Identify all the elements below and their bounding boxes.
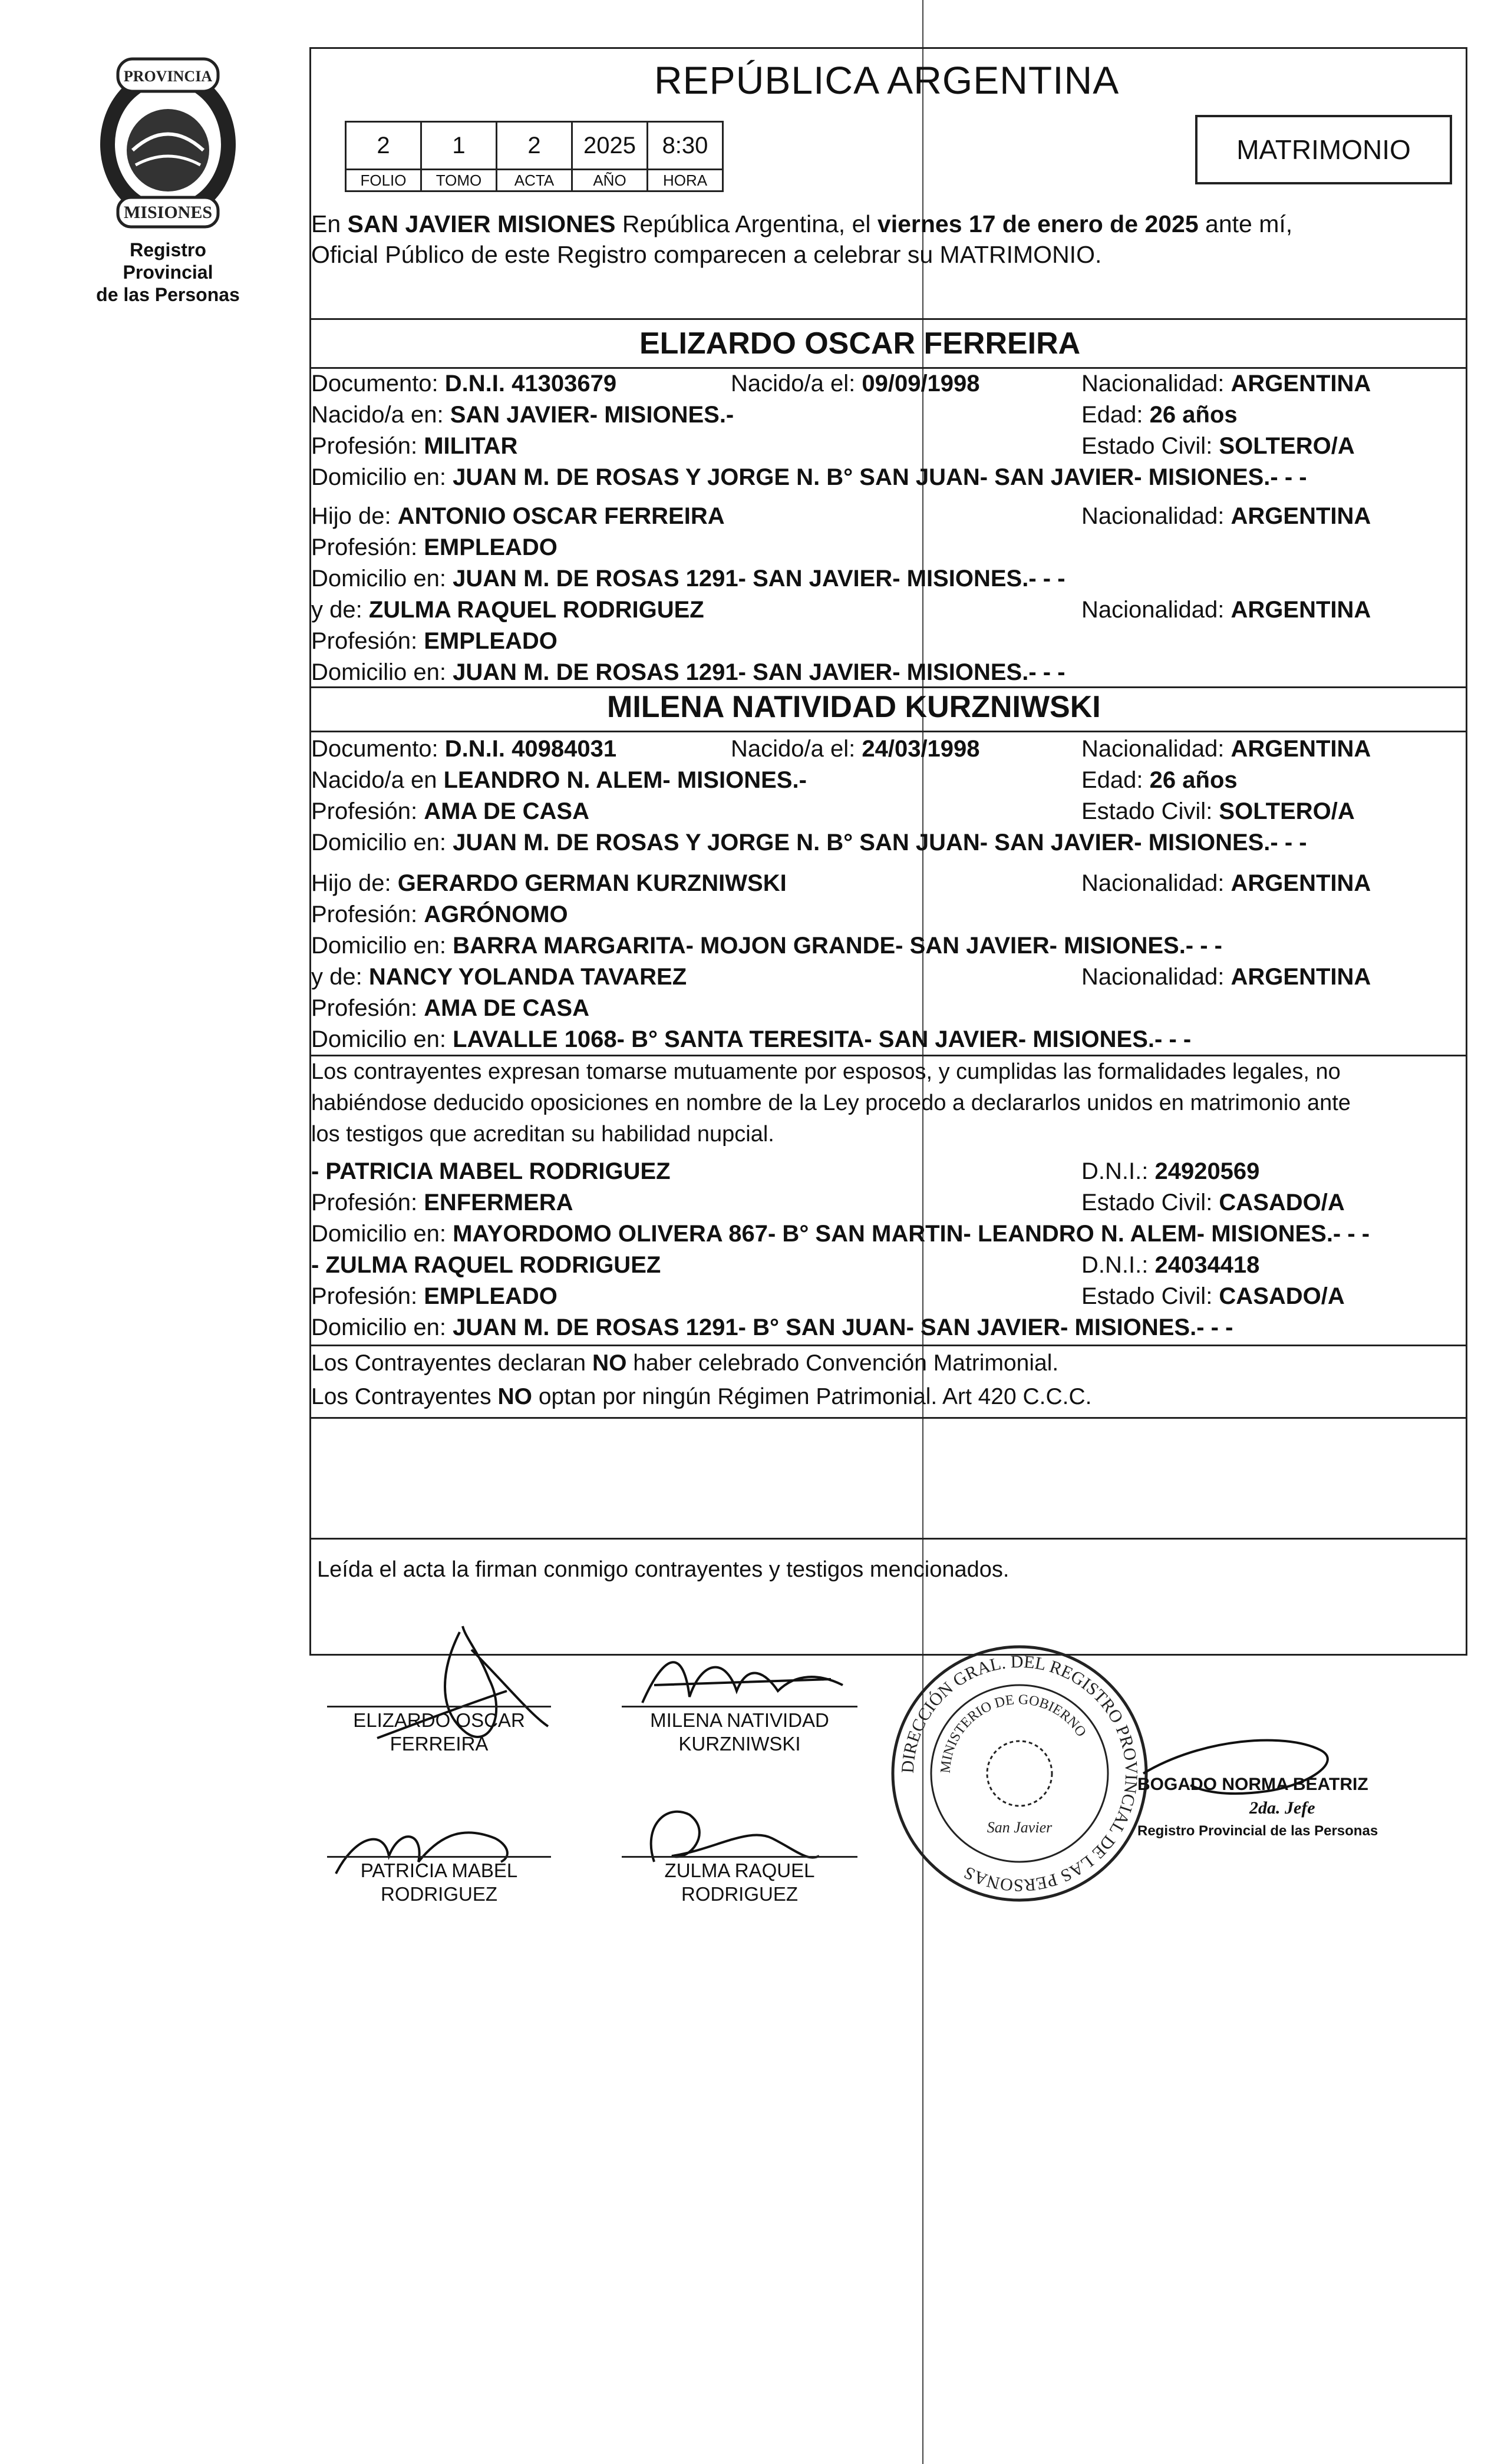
spouse2-address: Domicilio en: JUAN M. DE ROSAS Y JORGE N. B° SAN JUAN- SAN JAVIER- MISIONES.- - - bbox=[311, 830, 1307, 856]
spouse1-profession: Profesión: MILITAR bbox=[311, 433, 518, 459]
witness2-address: Domicilio en: JUAN M. DE ROSAS 1291- B° SAN JUAN- SAN JAVIER- MISIONES.- - - bbox=[311, 1314, 1233, 1340]
spouse2-birthplace: Nacido/a en LEANDRO N. ALEM- MISIONES.- bbox=[311, 767, 807, 793]
signature-line-3 bbox=[327, 1856, 551, 1858]
official-name: BOGADO NORMA BEATRIZ bbox=[1137, 1775, 1368, 1794]
divider bbox=[309, 1055, 1467, 1056]
declaration-line-3: los testigos que acreditan su habilidad nupcial. bbox=[311, 1122, 774, 1147]
divider bbox=[309, 367, 1467, 369]
witness1-civil: Estado Civil: CASADO/A bbox=[1081, 1190, 1345, 1216]
folio-label: FOLIO bbox=[346, 170, 421, 191]
witness2-civil: Estado Civil: CASADO/A bbox=[1081, 1283, 1345, 1309]
spouse1-address: Domicilio en: JUAN M. DE ROSAS Y JORGE N. B° SAN JUAN- SAN JAVIER- MISIONES.- - - bbox=[311, 464, 1307, 490]
spouse1-mother-address: Domicilio en: JUAN M. DE ROSAS 1291- SAN JAVIER- MISIONES.- - - bbox=[311, 659, 1065, 685]
spouse1-father-address: Domicilio en: JUAN M. DE ROSAS 1291- SAN JAVIER- MISIONES.- - - bbox=[311, 566, 1065, 592]
regime-line-1: Los Contrayentes declaran NO haber celebrado Convención Matrimonial. bbox=[311, 1350, 1059, 1376]
witness1-name: - PATRICIA MABEL RODRIGUEZ bbox=[311, 1158, 671, 1184]
logo-caption-line1: Registro Provincial bbox=[123, 239, 213, 283]
spouse2-father-profession: Profesión: AGRÓNOMO bbox=[311, 901, 568, 927]
logo-caption bbox=[83, 239, 253, 306]
witness2-name: - ZULMA RAQUEL RODRIGUEZ bbox=[311, 1252, 661, 1278]
spouse1-mother: y de: ZULMA RAQUEL RODRIGUEZ bbox=[311, 597, 704, 623]
declaration-line-2: habiéndose deducido oposiciones en nombre de la Ley procedo a declararlos unidos en matrimonio ante bbox=[311, 1091, 1351, 1115]
witness1-profession: Profesión: ENFERMERA bbox=[311, 1190, 573, 1216]
divider bbox=[309, 1345, 1467, 1346]
witness2-profession: Profesión: EMPLEADO bbox=[311, 1283, 557, 1309]
official-seal-icon bbox=[884, 1638, 1155, 1909]
spouse1-nationality: Nacionalidad: ARGENTINA bbox=[1081, 371, 1371, 397]
hora-label: HORA bbox=[648, 170, 723, 191]
seal-city: San Javier bbox=[987, 1819, 1053, 1836]
witness1-address: Domicilio en: MAYORDOMO OLIVERA 867- B° SAN MARTIN- LEANDRO N. ALEM- MISIONES.- - - bbox=[311, 1221, 1370, 1247]
spouse2-birthdate: Nacido/a el: 24/03/1998 bbox=[731, 736, 980, 762]
seal-inner-text: MINISTERIO DE GOBIERNO bbox=[938, 1692, 1089, 1774]
signature-line-2 bbox=[622, 1706, 857, 1707]
spouse1-father-profession: Profesión: EMPLEADO bbox=[311, 534, 557, 560]
hora-value: 8:30 bbox=[648, 122, 723, 170]
acta-value: 2 bbox=[497, 122, 572, 170]
act-type-box: MATRIMONIO bbox=[1195, 115, 1452, 184]
signature-caption-1: ELIZARDO OSCAR FERREIRA bbox=[353, 1709, 525, 1755]
logo-bottom-text: MISIONES bbox=[123, 203, 213, 222]
signature-caption-3: PATRICIA MABEL RODRIGUEZ bbox=[360, 1859, 518, 1905]
divider bbox=[309, 1538, 1467, 1540]
signature-caption-4: ZULMA RAQUEL RODRIGUEZ bbox=[664, 1859, 815, 1905]
intro-line-1: En SAN JAVIER MISIONES República Argentina, el viernes 17 de enero de 2025 ante mí, bbox=[311, 210, 1293, 237]
spouse2-father: Hijo de: GERARDO GERMAN KURZNIWSKI bbox=[311, 870, 787, 896]
intro-line-2: Oficial Público de este Registro comparecen a celebrar su MATRIMONIO. bbox=[311, 241, 1102, 268]
page-title: REPÚBLICA ARGENTINA bbox=[654, 58, 1120, 102]
spouse1-mother-nationality: Nacionalidad: ARGENTINA bbox=[1081, 597, 1371, 623]
tomo-label: TOMO bbox=[421, 170, 497, 191]
spouse1-civil: Estado Civil: SOLTERO/A bbox=[1081, 433, 1355, 459]
spouse2-nationality: Nacionalidad: ARGENTINA bbox=[1081, 736, 1371, 762]
spouse1-age: Edad: 26 años bbox=[1081, 402, 1238, 428]
signature-line-4 bbox=[622, 1856, 857, 1858]
spouse1-father: Hijo de: ANTONIO OSCAR FERREIRA bbox=[311, 503, 725, 529]
official-signature-stamp bbox=[1131, 1720, 1438, 1850]
signature-line-1 bbox=[327, 1706, 551, 1707]
spouse2-mother: y de: NANCY YOLANDA TAVAREZ bbox=[311, 964, 687, 990]
spouse2-profession: Profesión: AMA DE CASA bbox=[311, 798, 589, 824]
spouse2-doc: Documento: D.N.I. 40984031 bbox=[311, 736, 617, 762]
declaration-line-1: Los contrayentes expresan tomarse mutuamente por esposos, y cumplidas las formalidades legales, no bbox=[311, 1059, 1341, 1084]
regime-line-2: Los Contrayentes NO optan por ningún Régimen Patrimonial. Art 420 C.C.C. bbox=[311, 1384, 1092, 1409]
spouse1-father-nationality: Nacionalidad: ARGENTINA bbox=[1081, 503, 1371, 529]
signature-caption-2: MILENA NATIVIDAD KURZNIWSKI bbox=[650, 1709, 829, 1755]
spouse2-age: Edad: 26 años bbox=[1081, 767, 1238, 793]
closing-text: Leída el acta la firman conmigo contrayentes y testigos mencionados. bbox=[317, 1557, 1010, 1582]
seal-ring-text: DIRECCIÓN GRAL. DEL REGISTRO PROVINCIAL DE LAS PERSONAS bbox=[898, 1652, 1142, 1895]
spouse1-mother-profession: Profesión: EMPLEADO bbox=[311, 628, 557, 654]
spouse1-birthplace: Nacido/a en: SAN JAVIER- MISIONES.- bbox=[311, 402, 734, 428]
logo-caption-line2: de las Personas bbox=[96, 284, 240, 305]
spouse2-mother-profession: Profesión: AMA DE CASA bbox=[311, 995, 589, 1021]
spouse1-birthdate: Nacido/a el: 09/09/1998 bbox=[731, 371, 980, 397]
witness2-dni: D.N.I.: 24034418 bbox=[1081, 1252, 1260, 1278]
divider bbox=[309, 686, 1467, 688]
divider bbox=[309, 1417, 1467, 1419]
divider bbox=[309, 318, 1467, 320]
spouse1-doc: Documento: D.N.I. 41303679 bbox=[311, 371, 617, 397]
tomo-value: 1 bbox=[421, 122, 497, 170]
spouse2-mother-address: Domicilio en: LAVALLE 1068- B° SANTA TERESITA- SAN JAVIER- MISIONES.- - - bbox=[311, 1026, 1192, 1052]
acta-label: ACTA bbox=[497, 170, 572, 191]
anio-value: 2025 bbox=[572, 122, 648, 170]
spouse1-name: ELIZARDO OSCAR FERREIRA bbox=[639, 326, 1081, 361]
folio-value: 2 bbox=[346, 122, 421, 170]
witness1-dni: D.N.I.: 24920569 bbox=[1081, 1158, 1260, 1184]
svg-text:DIRECCIÓN GRAL. DEL REGISTRO P bbox=[898, 1652, 1142, 1895]
logo-top-text: PROVINCIA bbox=[123, 68, 213, 85]
svg-text:MINISTERIO DE GOBIERNO bbox=[938, 1692, 1089, 1774]
spouse2-name: MILENA NATIVIDAD KURZNIWSKI bbox=[607, 690, 1101, 724]
registry-table bbox=[345, 121, 724, 192]
spouse2-father-address: Domicilio en: BARRA MARGARITA- MOJON GRANDE- SAN JAVIER- MISIONES.- - - bbox=[311, 933, 1222, 959]
official-role: 2da. Jefe bbox=[1249, 1798, 1315, 1818]
spouse2-father-nationality: Nacionalidad: ARGENTINA bbox=[1081, 870, 1371, 896]
spouse2-civil: Estado Civil: SOLTERO/A bbox=[1081, 798, 1355, 824]
official-office: Registro Provincial de las Personas bbox=[1137, 1823, 1378, 1839]
spouse2-mother-nationality: Nacionalidad: ARGENTINA bbox=[1081, 964, 1371, 990]
divider bbox=[309, 731, 1467, 732]
anio-label: AÑO bbox=[572, 170, 648, 191]
